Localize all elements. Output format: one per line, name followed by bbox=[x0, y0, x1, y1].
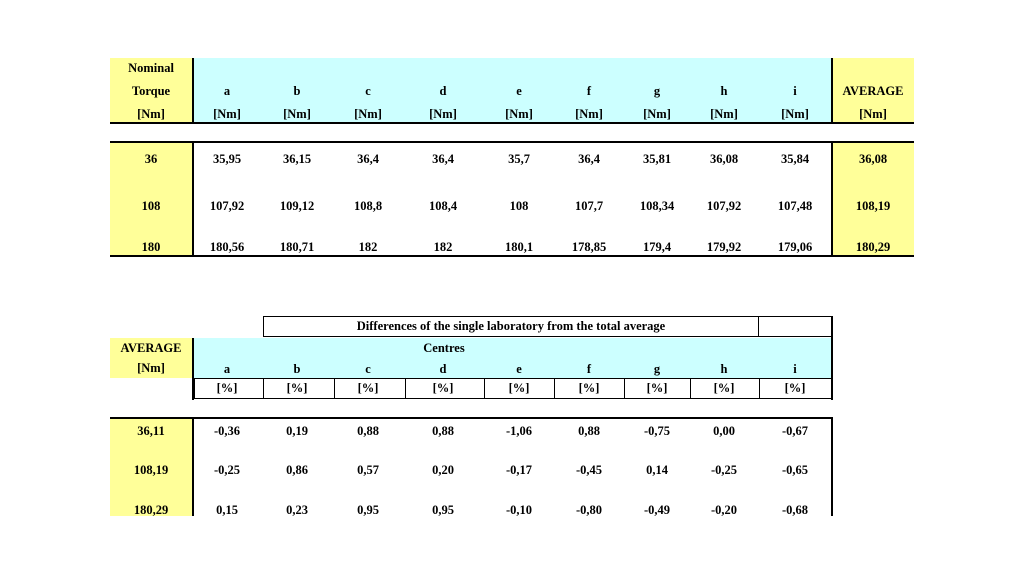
table1-cell: 180,71 bbox=[279, 240, 315, 254]
table1-cell: 36,08 bbox=[709, 152, 739, 166]
table1-cell: 107,7 bbox=[574, 199, 604, 213]
table1-cell: 36,4 bbox=[578, 152, 600, 166]
table2-cell: -0,25 bbox=[710, 463, 738, 477]
table2-right-divider-body bbox=[831, 417, 833, 516]
table1-cell: 179,4 bbox=[642, 240, 672, 254]
table2-cell: -0,17 bbox=[505, 463, 533, 477]
table2-cell: -0,80 bbox=[575, 503, 603, 517]
table1-body-top-line bbox=[110, 141, 914, 143]
table2-cell: 0,20 bbox=[432, 463, 454, 477]
table1-cell: 109,12 bbox=[279, 199, 315, 213]
table1-cell: 107,92 bbox=[706, 199, 742, 213]
table1-row-average: 180,29 bbox=[855, 240, 891, 254]
table2-column-unit: [%] bbox=[713, 381, 735, 395]
table1-cell: 35,7 bbox=[508, 152, 530, 166]
table2-column-unit: [%] bbox=[216, 381, 238, 395]
table1-row-label: 108 bbox=[141, 199, 161, 213]
table2-column-header-i: i bbox=[793, 362, 797, 376]
table1-column-unit: [Nm] bbox=[781, 107, 809, 121]
table2-cell: -0,68 bbox=[781, 503, 809, 517]
table2-cell: -0,10 bbox=[505, 503, 533, 517]
table1-corner-line-1: Nominal bbox=[128, 61, 174, 75]
table1-corner-line-3: [Nm] bbox=[137, 107, 165, 121]
table2-column-header-h: h bbox=[720, 362, 728, 376]
table1-average-header: AVERAGE bbox=[842, 84, 904, 98]
table1-row-label: 36 bbox=[144, 152, 158, 166]
table2-cell: 0,23 bbox=[286, 503, 308, 517]
table1-cell: 36,4 bbox=[357, 152, 379, 166]
table1-column-unit: [Nm] bbox=[505, 107, 533, 121]
table2-column-unit: [%] bbox=[784, 381, 806, 395]
table2-cell: -0,65 bbox=[781, 463, 809, 477]
table2-column-unit: [%] bbox=[508, 381, 530, 395]
table1-cell: 180,56 bbox=[209, 240, 245, 254]
table2-row-label: 108,19 bbox=[133, 463, 169, 477]
table1-column-unit: [Nm] bbox=[213, 107, 241, 121]
table2-column-header-b: b bbox=[293, 362, 301, 376]
table2-cell: -0,45 bbox=[575, 463, 603, 477]
table1-header-bottom-line bbox=[110, 122, 914, 124]
table2-corner-line-1: AVERAGE bbox=[120, 341, 182, 355]
table2-column-unit: [%] bbox=[646, 381, 668, 395]
table1-cell: 36,15 bbox=[282, 152, 312, 166]
table1-cell: 180,1 bbox=[504, 240, 534, 254]
table1-cell: 35,84 bbox=[780, 152, 810, 166]
table1-cell: 108,4 bbox=[428, 199, 458, 213]
table2-row-label: 36,11 bbox=[137, 424, 165, 438]
table1-row-average: 36,08 bbox=[858, 152, 888, 166]
table1-cell: 182 bbox=[433, 240, 453, 254]
table2-column-header-d: d bbox=[439, 362, 447, 376]
table1-column-header-g: g bbox=[653, 84, 661, 98]
table1-cell: 182 bbox=[358, 240, 378, 254]
table1-cell: 107,48 bbox=[777, 199, 813, 213]
table2-cell: -1,06 bbox=[505, 424, 533, 438]
table2-subtitle: Centres bbox=[423, 341, 465, 355]
table2-cell: -0,20 bbox=[710, 503, 738, 517]
table2-column-header-c: c bbox=[365, 362, 371, 376]
table2-cell: -0,25 bbox=[213, 463, 241, 477]
table1-column-unit: [Nm] bbox=[575, 107, 603, 121]
table1-row-average: 108,19 bbox=[855, 199, 891, 213]
table1-column-header-a: a bbox=[223, 84, 231, 98]
table1-cell: 179,06 bbox=[777, 240, 813, 254]
table2-title-side-box bbox=[758, 316, 832, 337]
table1-column-header-e: e bbox=[516, 84, 522, 98]
table2-cell: -0,49 bbox=[643, 503, 671, 517]
table1-row-label: 180 bbox=[141, 240, 161, 254]
table1-column-header-h: h bbox=[720, 84, 728, 98]
table1-body-bottom-line bbox=[110, 255, 914, 257]
table2-column-header-a: a bbox=[223, 362, 231, 376]
table1-column-unit: [Nm] bbox=[643, 107, 671, 121]
table1-cell: 107,92 bbox=[209, 199, 245, 213]
table1-column-unit: [Nm] bbox=[354, 107, 382, 121]
table2-body-top-line bbox=[110, 417, 832, 419]
table1-column-unit: [Nm] bbox=[429, 107, 457, 121]
table2-column-header-g: g bbox=[653, 362, 661, 376]
table2-cell: 0,95 bbox=[432, 503, 454, 517]
table1-column-unit: [Nm] bbox=[283, 107, 311, 121]
table2-cell: 0,88 bbox=[357, 424, 379, 438]
table2-cell: 0,00 bbox=[713, 424, 735, 438]
table2-cell: -0,36 bbox=[213, 424, 241, 438]
table2-column-unit: [%] bbox=[432, 381, 454, 395]
table1-cell: 108,34 bbox=[639, 199, 675, 213]
table2-row-label: 180,29 bbox=[133, 503, 169, 517]
table1-column-header-f: f bbox=[586, 84, 592, 98]
table1-column-header-i: i bbox=[793, 84, 797, 98]
table1-corner-line-2: Torque bbox=[131, 84, 171, 98]
table1-cell: 108,8 bbox=[353, 199, 383, 213]
table2-cell: 0,15 bbox=[216, 503, 238, 517]
table1-cell: 108 bbox=[509, 199, 529, 213]
table2-column-unit: [%] bbox=[578, 381, 600, 395]
table1-column-header-b: b bbox=[293, 84, 301, 98]
table2-cell: 0,88 bbox=[432, 424, 454, 438]
table1-column-header-c: c bbox=[365, 84, 371, 98]
table2-cell: 0,95 bbox=[357, 503, 379, 517]
table2-title: Differences of the single laboratory from the total average bbox=[356, 319, 666, 333]
table2-corner-line-2: [Nm] bbox=[137, 361, 165, 375]
table2-column-unit: [%] bbox=[286, 381, 308, 395]
table2-cell: 0,86 bbox=[286, 463, 308, 477]
table1-column-unit: [Nm] bbox=[710, 107, 738, 121]
table1-cell: 179,92 bbox=[706, 240, 742, 254]
table1-average-unit: [Nm] bbox=[859, 107, 887, 121]
table2-cell: 0,88 bbox=[578, 424, 600, 438]
table1-column-header-d: d bbox=[439, 84, 447, 98]
table2-column-unit: [%] bbox=[357, 381, 379, 395]
table2-cell: -0,75 bbox=[643, 424, 671, 438]
table2-column-header-f: f bbox=[586, 362, 592, 376]
table2-cell: 0,14 bbox=[646, 463, 668, 477]
table2-column-header-e: e bbox=[516, 362, 522, 376]
table1-cell: 35,81 bbox=[642, 152, 672, 166]
table1-cell: 35,95 bbox=[212, 152, 242, 166]
table1-cell: 36,4 bbox=[432, 152, 454, 166]
table1-cell: 178,85 bbox=[571, 240, 607, 254]
table2-cell: 0,19 bbox=[286, 424, 308, 438]
table2-cell: 0,57 bbox=[357, 463, 379, 477]
table2-cell: -0,67 bbox=[781, 424, 809, 438]
